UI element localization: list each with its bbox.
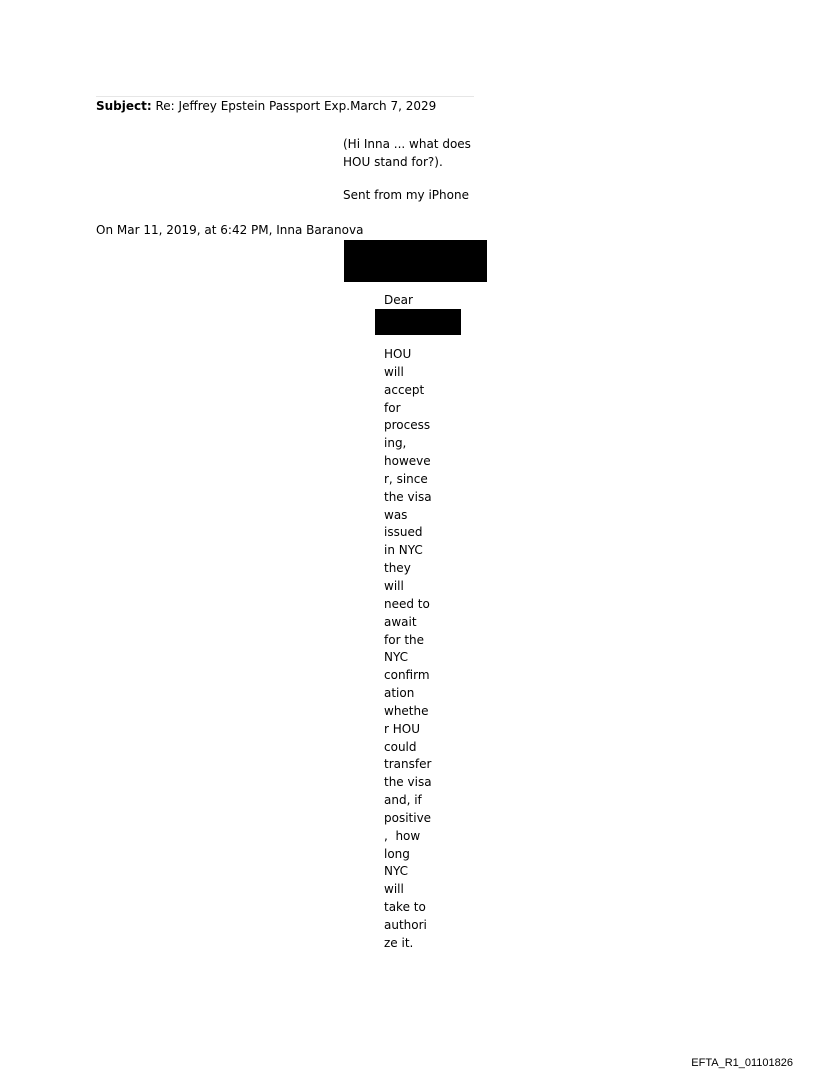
message-body-line: ze it.: [384, 935, 414, 950]
message-body-line: whethe: [384, 703, 429, 718]
message-body-line: could: [384, 739, 417, 754]
message-body-line: the visa: [384, 775, 432, 790]
message-body-line: r HOU: [384, 721, 420, 736]
message-body-line: , how: [384, 828, 421, 843]
message-body-line: authori: [384, 918, 427, 932]
bates-number: EFTA_R1_01101826: [691, 1057, 793, 1069]
message-body-line: accept: [384, 382, 425, 397]
quoted-header-line: On Mar 11, 2019, at 6:42 PM, Inna Baranova: [96, 223, 364, 237]
message-body-line: for the: [384, 632, 425, 647]
message-body-line: in NYC: [384, 543, 423, 558]
message-body-line: was: [384, 507, 408, 522]
message-body-line: r, since: [384, 471, 428, 486]
message-body-line: long: [384, 846, 410, 861]
message-body-line: the visa: [384, 489, 432, 504]
redaction-block-sender: [344, 240, 487, 282]
message-body-line: howeve: [384, 454, 431, 469]
subject-label: Subject:: [96, 99, 152, 113]
subject-value: Re: Jeffrey Epstein Passport Exp.March 7, 2029: [151, 99, 437, 113]
message-body-line: NYC: [384, 864, 409, 879]
message-body-line: await: [384, 614, 417, 629]
redaction-block-recipient: [375, 309, 461, 335]
message-body: [384, 346, 432, 953]
message-body-line: NYC: [384, 650, 409, 665]
message-body-line: confirm: [384, 668, 430, 683]
message-body-line: process: [384, 418, 431, 433]
message-body-line: will: [384, 882, 404, 897]
message-body-line: will: [384, 364, 404, 379]
message-body-line: HOU: [384, 347, 412, 361]
reply-quote: (Hi Inna ... what does HOU stand for?).: [343, 137, 471, 169]
message-body-line: they: [384, 561, 411, 576]
message-body-line: ation: [384, 686, 415, 701]
email-subject: [96, 98, 436, 114]
message-body-line: need to: [384, 596, 430, 611]
message-body-line: will: [384, 578, 404, 593]
message-body-line: transfer: [384, 757, 432, 772]
message-body-line: take to: [384, 900, 426, 915]
greeting: Dear: [384, 293, 413, 307]
message-body-line: for: [384, 400, 401, 415]
message-body-line: positive: [384, 810, 432, 825]
subject-divider: [96, 96, 474, 97]
message-body-line: issued: [384, 525, 423, 540]
message-body-line: ing,: [384, 436, 407, 451]
message-body-line: and, if: [384, 793, 422, 808]
sent-from-signature: Sent from my iPhone: [343, 188, 469, 202]
